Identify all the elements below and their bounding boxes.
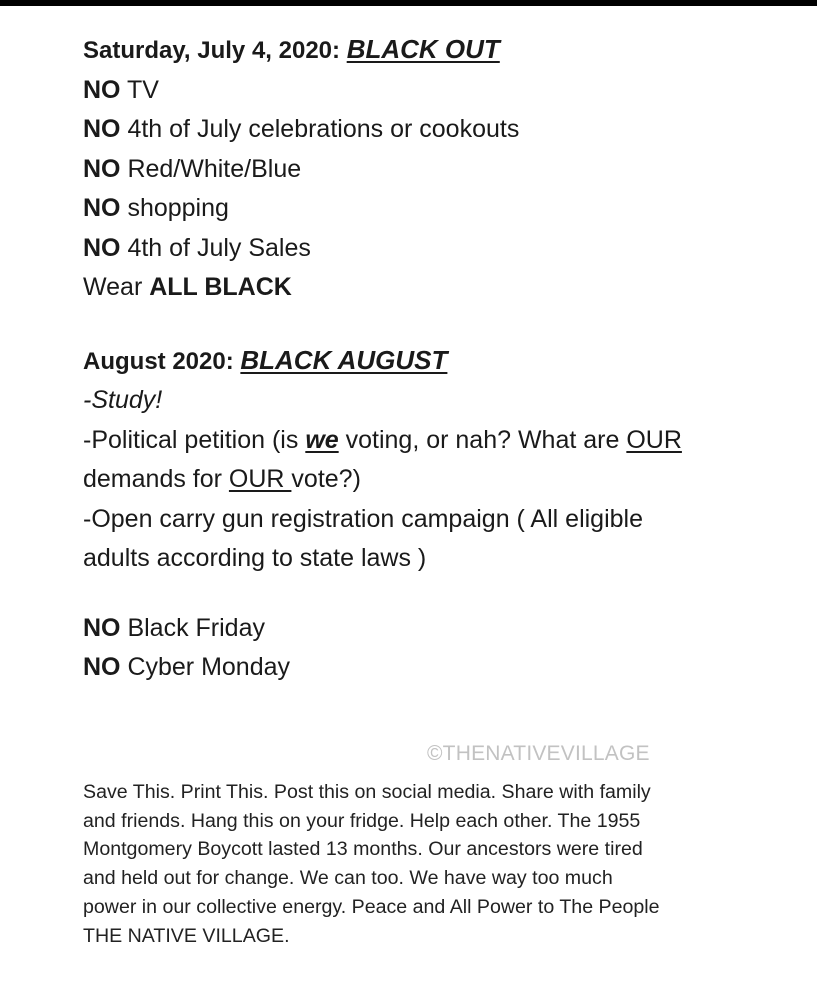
no-label: NO bbox=[83, 233, 121, 262]
list-item-text: shopping bbox=[120, 194, 229, 222]
watermark: ©THENATIVEVILLAGE bbox=[427, 742, 650, 765]
list-item-text: 4th of July Sales bbox=[120, 233, 311, 262]
no-label: NO bbox=[83, 613, 121, 642]
wear-bold: ALL BLACK bbox=[149, 273, 292, 301]
section1-heading-prefix: Saturday, July 4, 2020: bbox=[83, 37, 347, 64]
list-item bbox=[83, 229, 783, 269]
list-item-text: 4th of July celebrations or cookouts bbox=[120, 115, 520, 143]
no-label: NO bbox=[83, 653, 121, 681]
footer-line: and held out for change. We can too. We have way too much bbox=[83, 867, 613, 890]
list-item-text: Cyber Monday bbox=[120, 653, 291, 681]
footer-line: power in our collective energy. Peace and All Power to The People bbox=[83, 895, 660, 918]
footer-line: Save This. Print This. Post this on social media. Share with family bbox=[83, 781, 651, 803]
section2-heading-emphasis: BLACK AUGUST bbox=[240, 344, 448, 375]
wear-line bbox=[83, 268, 783, 308]
no-label: NO bbox=[83, 194, 121, 222]
list-item bbox=[83, 189, 783, 229]
footer-line: Montgomery Boycott lasted 13 months. Our ancestors were tired bbox=[83, 838, 643, 861]
list-item bbox=[83, 609, 783, 649]
campaign-line-1: -Open carry gun registration campaign ( All eligible bbox=[83, 504, 643, 533]
section2-heading bbox=[83, 341, 783, 382]
section1-heading bbox=[83, 30, 783, 71]
petition-our-1: OUR bbox=[626, 425, 682, 454]
petition-our-2: OUR bbox=[228, 465, 292, 493]
petition-text-2: voting, or nah? What are bbox=[338, 425, 627, 454]
petition-line-1 bbox=[83, 421, 783, 461]
list-item-text: TV bbox=[120, 75, 159, 104]
petition-line-2 bbox=[83, 460, 783, 500]
document-body bbox=[83, 30, 783, 688]
no-label: NO bbox=[83, 75, 121, 104]
section2-heading-prefix: August 2020: bbox=[83, 347, 241, 375]
list-item bbox=[83, 648, 783, 688]
footer-paragraph bbox=[83, 778, 783, 950]
list-item-text: Black Friday bbox=[120, 613, 265, 642]
section1-heading-emphasis: BLACK OUT bbox=[346, 34, 500, 64]
study-line bbox=[83, 381, 783, 421]
petition-we: we bbox=[305, 425, 339, 454]
list-item bbox=[83, 71, 783, 111]
campaign-line-2: adults according to state laws ) bbox=[83, 544, 427, 572]
petition-text-3: demands for bbox=[83, 465, 229, 493]
footer-line: and friends. Hang this on your fridge. Help each other. The 1955 bbox=[83, 809, 641, 832]
no-label: NO bbox=[83, 154, 121, 183]
petition-text-1: -Political petition (is bbox=[83, 425, 306, 454]
petition-text-4: vote?) bbox=[291, 465, 361, 493]
top-border bbox=[0, 0, 817, 6]
wear-prefix: Wear bbox=[83, 273, 150, 301]
study-text: -Study! bbox=[83, 386, 163, 414]
list-item bbox=[83, 110, 783, 150]
no-label: NO bbox=[83, 115, 121, 143]
list-item bbox=[83, 150, 783, 190]
footer-line: THE NATIVE VILLAGE. bbox=[83, 924, 290, 947]
list-item-text: Red/White/Blue bbox=[120, 154, 302, 183]
